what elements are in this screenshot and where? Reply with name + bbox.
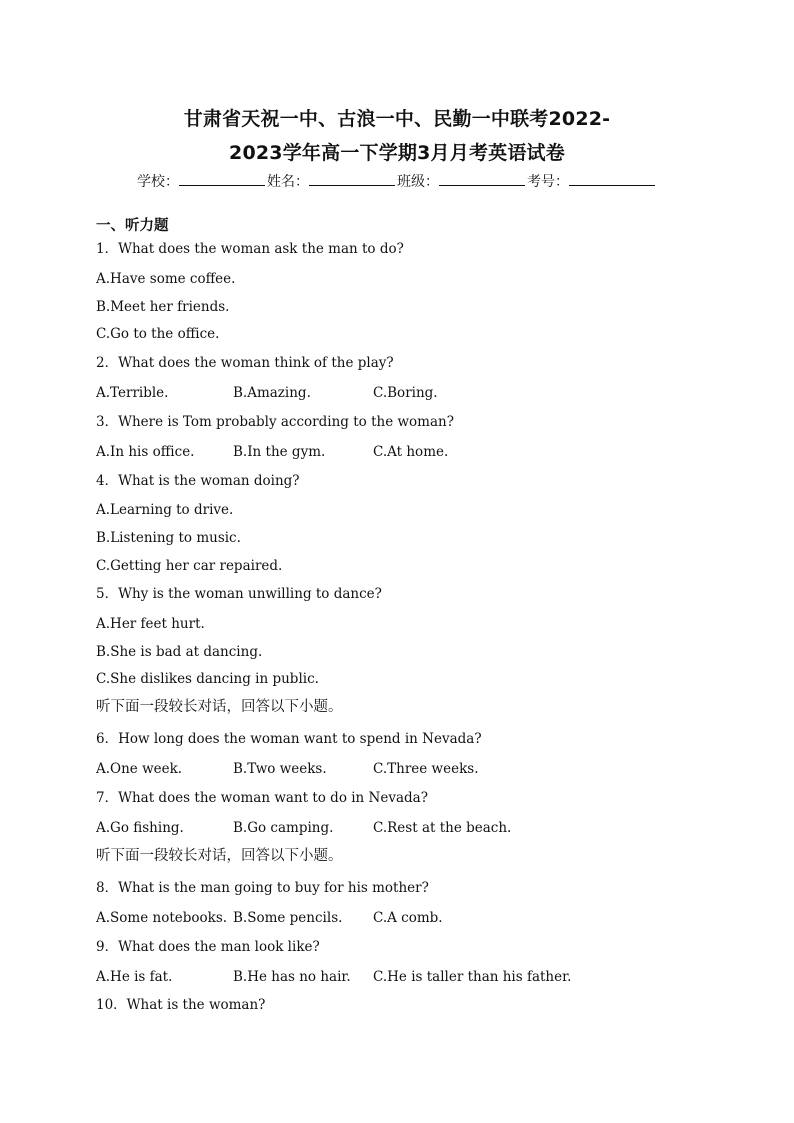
question-option: A.He is fat.	[96, 969, 173, 985]
question-option: C.Rest at the beach.	[373, 820, 512, 836]
question-option: C.He is taller than his father.	[373, 969, 572, 985]
section-heading: 一、听力题	[96, 218, 169, 234]
question-option: A.Some notebooks.	[96, 910, 228, 926]
question-option: B.Go camping.	[233, 820, 334, 836]
question-stem: 1．What does the woman ask the man to do?	[96, 241, 404, 257]
question-option: C.Go to the office.	[96, 326, 220, 342]
question-option: A.Go fishing.	[96, 820, 184, 836]
question-option: A.Terrible.	[96, 385, 169, 401]
question-option: A.Learning to drive.	[96, 502, 234, 518]
exam-number-label: 考号：	[527, 174, 569, 190]
question-option: B.Meet her friends.	[96, 299, 230, 315]
question-option: B.He has no hair.	[233, 969, 351, 985]
question-option: C.She dislikes dancing in public.	[96, 671, 319, 687]
question-option: B.Two weeks.	[233, 761, 327, 777]
long-dialogue-instruction: 听下面一段较长对话，回答以下小题。	[96, 699, 343, 715]
question-option: A.In his office.	[96, 444, 195, 460]
question-stem: 3．Where is Tom probably according to the woman?	[96, 414, 454, 430]
question-stem: 4．What is the woman doing?	[96, 473, 300, 489]
question-option: A.Have some coffee.	[96, 271, 236, 287]
long-dialogue-instruction: 听下面一段较长对话，回答以下小题。	[96, 848, 343, 864]
student-info-row	[0, 171, 794, 191]
question-stem: 9．What does the man look like?	[96, 939, 320, 955]
question-option: B.Some pencils.	[233, 910, 343, 926]
question-option: A.Her feet hurt.	[96, 616, 205, 632]
question-option: C.A comb.	[373, 910, 443, 926]
question-stem: 2．What does the woman think of the play?	[96, 355, 394, 371]
question-option: B.She is bad at dancing.	[96, 644, 263, 660]
school-label: 学校：	[137, 174, 179, 190]
question-stem: 10．What is the woman?	[96, 997, 266, 1013]
question-option: C.Three weeks.	[373, 761, 479, 777]
class-label: 班级：	[397, 174, 439, 190]
question-stem: 5．Why is the woman unwilling to dance?	[96, 586, 382, 602]
exam-title-line-2: 2023学年高一下学期3月月考英语试卷	[229, 142, 565, 164]
exam-number-blank	[569, 171, 655, 186]
school-blank	[179, 171, 265, 186]
exam-title-line-1: 甘肃省天祝一中、古浪一中、民勤一中联考2022-	[183, 108, 611, 130]
question-stem: 7．What does the woman want to do in Nevada?	[96, 790, 428, 806]
question-option: A.One week.	[96, 761, 183, 777]
question-option: B.Listening to music.	[96, 530, 241, 546]
question-stem: 8．What is the man going to buy for his mother?	[96, 880, 429, 896]
class-blank	[439, 171, 525, 186]
question-stem: 6．How long does the woman want to spend in Nevada?	[96, 731, 482, 747]
question-option: B.In the gym.	[233, 444, 326, 460]
question-option: C.At home.	[373, 444, 449, 460]
name-blank	[309, 171, 395, 186]
name-label: 姓名：	[267, 174, 309, 190]
question-option: C.Boring.	[373, 385, 438, 401]
question-option: B.Amazing.	[233, 385, 311, 401]
question-option: C.Getting her car repaired.	[96, 558, 283, 574]
